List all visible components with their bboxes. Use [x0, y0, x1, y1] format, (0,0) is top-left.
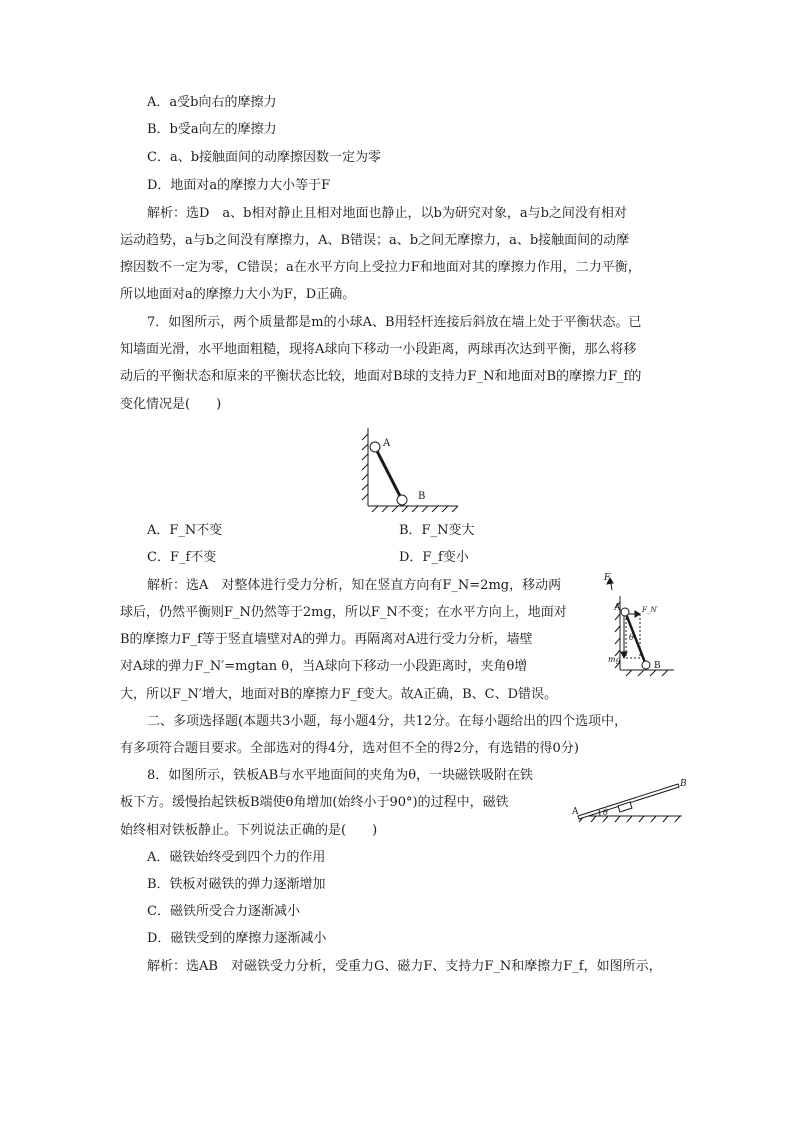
q8-explanation-line: 解析：选AB 对磁铁受力分析，受重力G、磁力F、支持力F_N和摩擦力F_f，如图所示， [147, 959, 662, 974]
q8-option-d: D．磁铁受到的摩擦力逐渐减小 [147, 931, 327, 946]
q6-explanation-line: 运动趋势，a与b之间没有摩擦力，A、B错误；a、b之间无摩擦力，a、b接触面间的动摩 [120, 233, 630, 248]
q7-option-a: A．F_N不变 [147, 523, 223, 538]
q8-figure-label-theta: θ [603, 808, 608, 817]
q8-option-c: C．磁铁所受合力逐渐减小 [147, 904, 300, 919]
q6-explanation-line: 所以地面对a的摩擦力大小为F，D正确。 [120, 287, 356, 302]
q8-figure-label-b: B [680, 779, 687, 789]
q6-option-d: D．地面对a的摩擦力大小等于F [147, 178, 331, 193]
q8-incline-figure [570, 772, 690, 824]
q6-option-c: C．a、b接触面间的动摩擦因数一定为零 [147, 150, 382, 165]
q8-stem-line: 板下方。缓慢抬起铁板B端使θ角增加(始终小于90°)的过程中，磁铁 [120, 795, 509, 810]
q6-explanation-line: 解析：选D a、b相对静止且相对地面也静止，以b为研究对象，a与b之间没有相对 [147, 206, 627, 221]
q6-explanation-line: 擦因数不一定为零，C错误；a在水平方向上受拉力F和地面对其的摩擦力作用，二力平衡， [120, 260, 641, 275]
q7-diagram-label-b: B [654, 661, 661, 671]
section-heading-line: 有多项符合题目要求。全部选对的得4分，选对但不全的得2分，有选错的得0分) [120, 741, 579, 756]
q7-diagram-label-theta: θ [629, 633, 634, 642]
section-heading-line: 二、多项选择题(本题共3小题，每小题4分，共12分。在每小题给出的四个选项中， [147, 714, 628, 729]
q7-stem-line: 知墙面光滑，水平地面粗糙，现将A球向下移动一小段距离，两球再次达到平衡，那么将移 [120, 342, 637, 357]
q7-figure-label-b: B [418, 491, 426, 502]
q7-diagram-label-a: A [614, 603, 621, 613]
q7-explanation-line: 对A球的弹力F_N′=mgtan θ，当A球向下移动一小段距离时，夹角θ增 [120, 659, 528, 674]
q7-explanation-line: B的摩擦力F_f等于竖直墙壁对A的弹力。再隔离对A进行受力分析，墙壁 [120, 632, 533, 647]
q8-option-b: B．铁板对磁铁的弹力逐渐增加 [147, 877, 326, 892]
q7-stem-line: 7．如图所示，两个质量都是m的小球A、B用轻杆连接后斜放在墙上处于平衡状态。已 [147, 315, 642, 330]
q7-option-c: C．F_f不变 [147, 550, 217, 565]
q7-option-d: D．F_f变小 [399, 550, 469, 565]
q8-stem-line: 8．如图所示，铁板AB与水平地面间的夹角为θ，一块磁铁吸附在铁 [147, 768, 534, 783]
q7-stem-line: 变化情况是( ) [120, 397, 222, 412]
q7-diagram-label-f: F [604, 573, 611, 583]
q8-figure-label-a: A [572, 807, 579, 817]
q7-wall-rod-figure [358, 424, 468, 512]
q6-option-b: B．b受a向左的摩擦力 [147, 122, 277, 137]
q7-explanation-line: 球后，仍然平衡则F_N仍然等于2mg，所以F_N不变；在水平方向上，地面对 [120, 605, 567, 620]
q7-diagram-label-fn: F_N′ [642, 606, 659, 614]
q7-explanation-line: 大，所以F_N′增大，地面对B的摩擦力F_f变大。故A正确，B、C、D错误。 [120, 687, 558, 702]
q8-stem-line: 始终相对铁板静止。下列说法正确的是( ) [120, 823, 378, 838]
q7-explanation-line: 解析：选A 对整体进行受力分析，知在竖直方向有F_N=2mg，移动两 [147, 578, 562, 593]
q7-figure-label-a: A [383, 438, 391, 449]
q7-stem-line: 动后的平衡状态和原来的平衡状态比较，地面对B球的支持力F_N和地面对B的摩擦力F_f的 [120, 369, 642, 384]
q7-force-diagram [604, 570, 676, 678]
q6-option-a: A．a受b向右的摩擦力 [147, 95, 277, 110]
q8-option-a: A．磁铁始终受到四个力的作用 [147, 850, 326, 865]
q7-diagram-label-mg: mg [608, 655, 621, 664]
q7-option-b: B．F_N变大 [399, 523, 475, 538]
